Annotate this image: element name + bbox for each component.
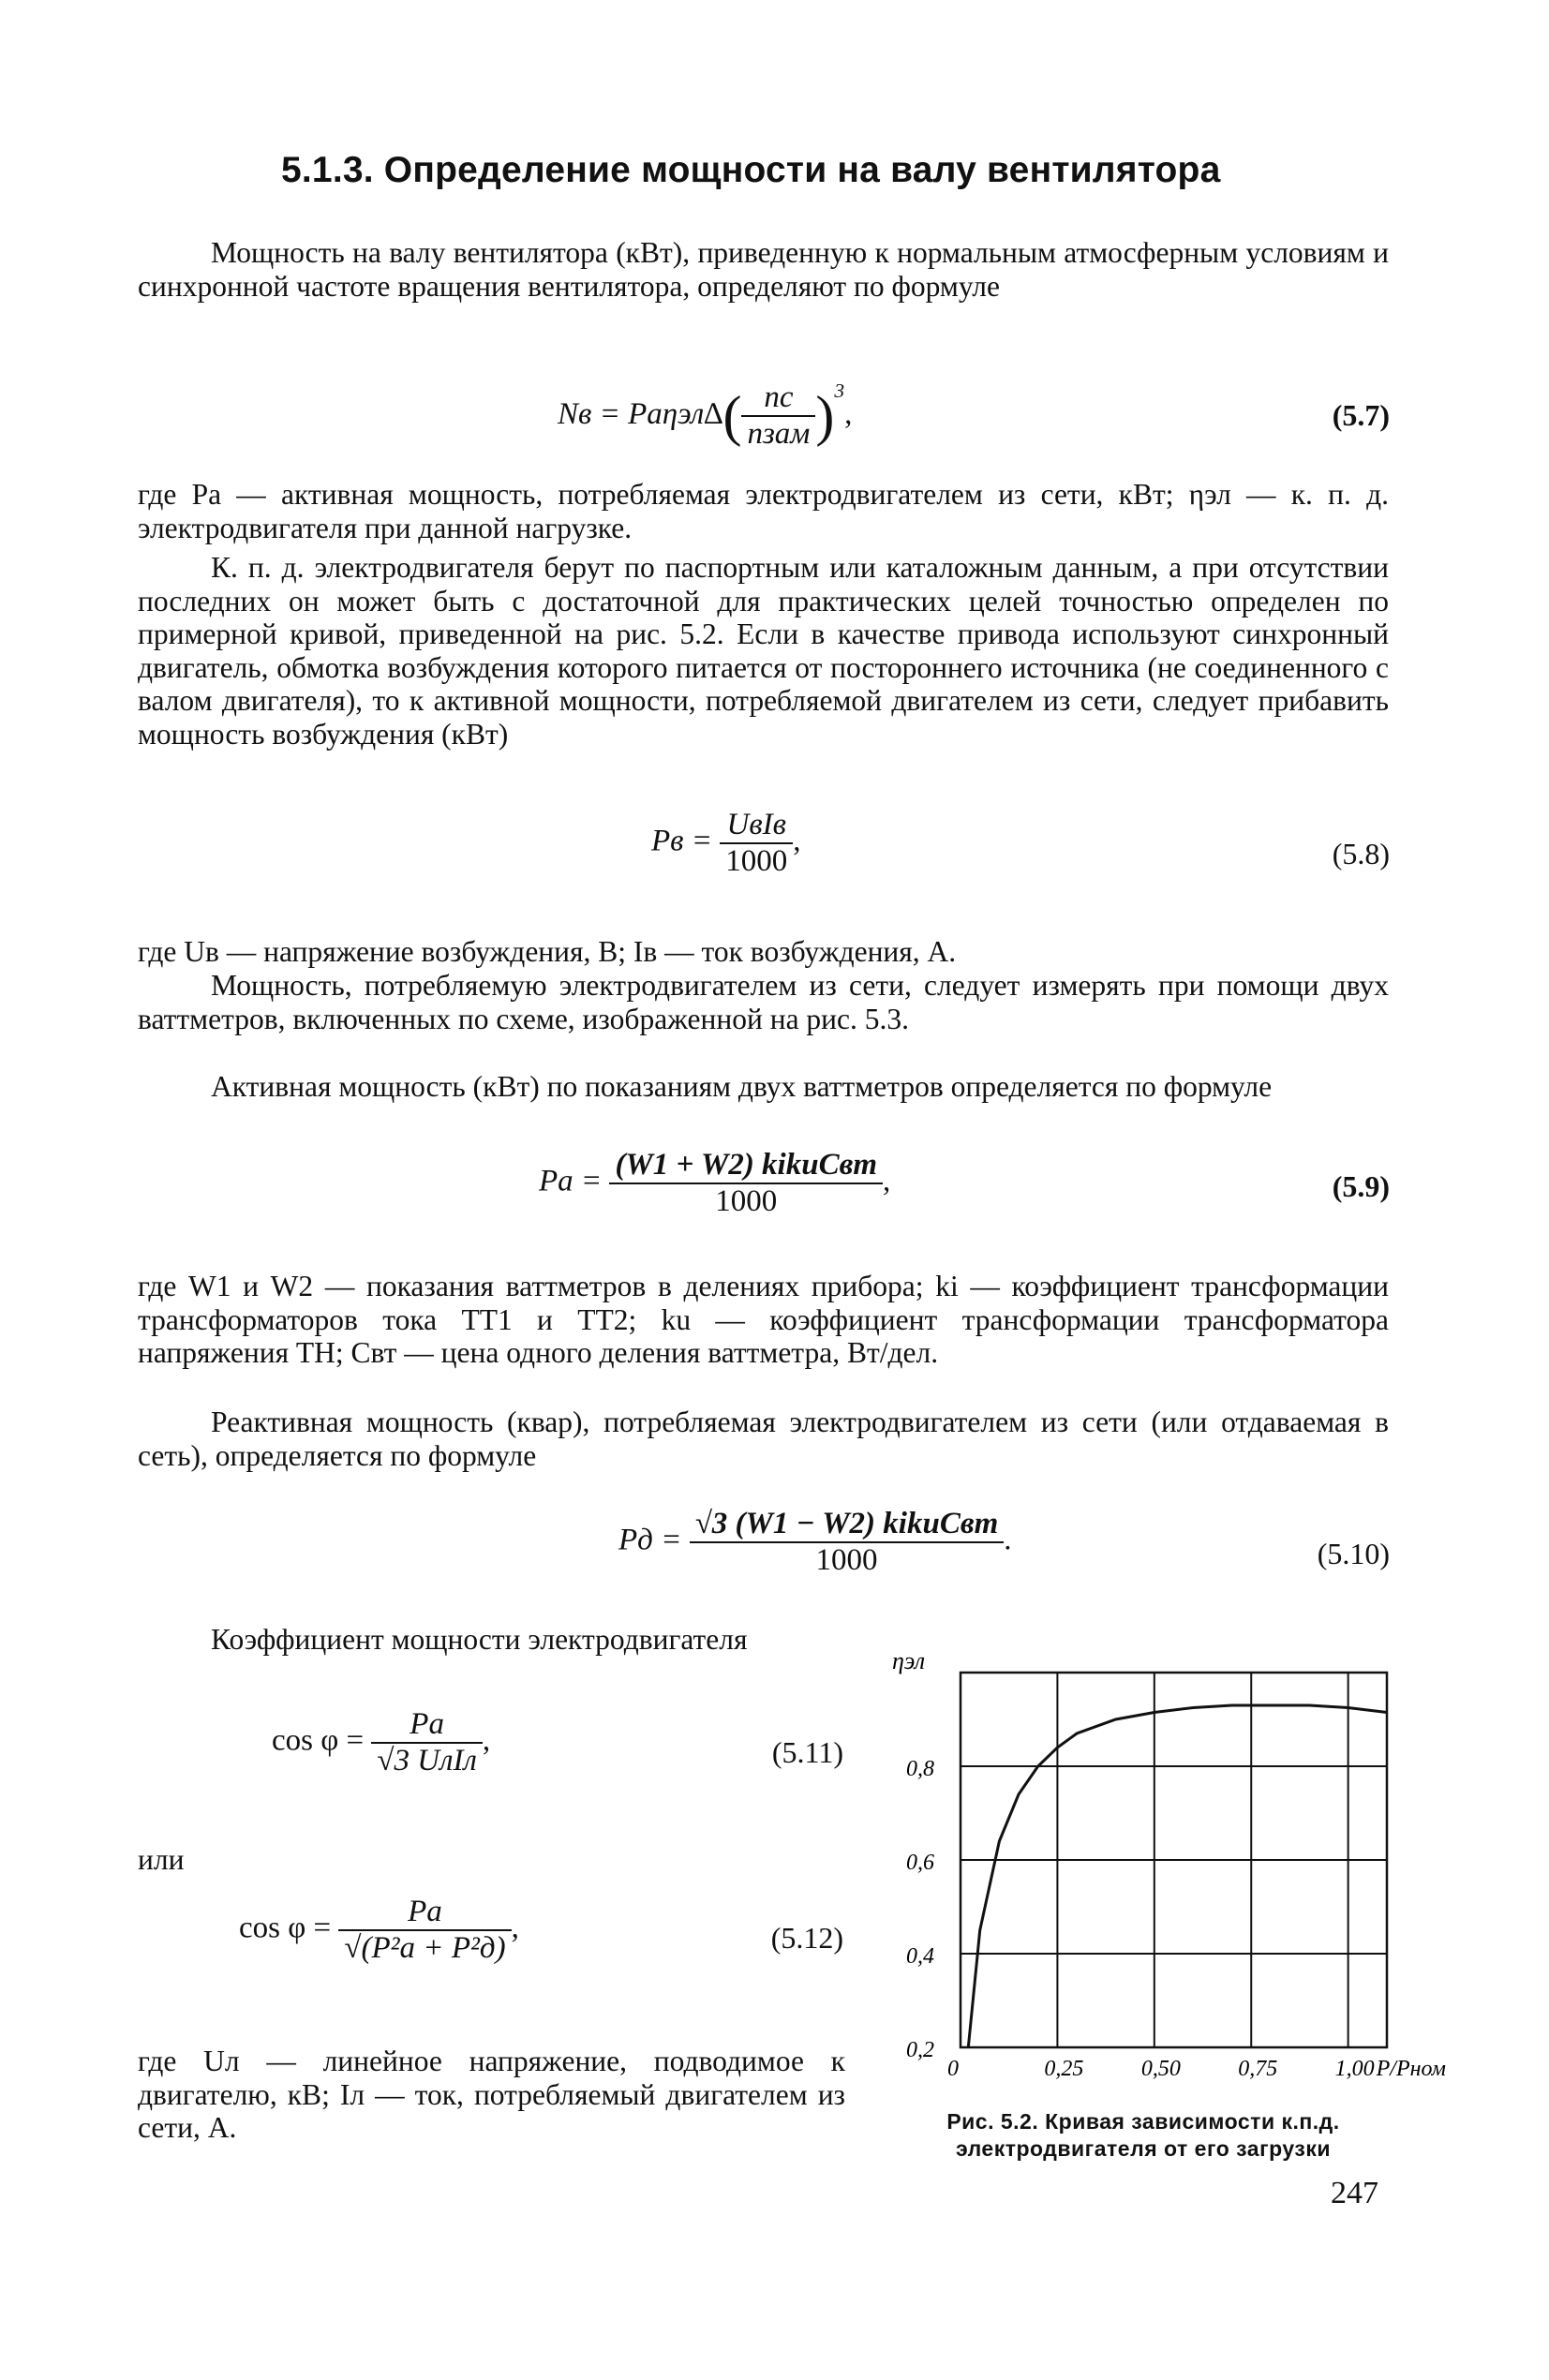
eq512-number: (5.12) bbox=[770, 1921, 843, 1955]
x-tick-label-0: 0 bbox=[947, 2057, 959, 2081]
eq511-number: (5.11) bbox=[771, 1735, 843, 1769]
paragraph-1: Мощность на валу вентилятора (кВт), приведенную к нормальным атмосферным условиям и синхронной частоте вращения вентилятора, определяют по формуле bbox=[138, 236, 1389, 303]
series-line-eta bbox=[968, 1705, 1387, 2047]
eq57-numerator: nс bbox=[764, 380, 794, 415]
paragraph-7: где W1 и W2 — показания ваттметров в делениях прибора; ki — коэффициент трансформации трансформаторов тока ТТ1 и ТТ2; ku — коэффициент трансформации трансформатора напряжения ТН; Cвт — цена одного деления ваттметра, Вт/дел. bbox=[138, 1270, 1389, 1369]
eq57-denominator: nзам bbox=[747, 417, 811, 452]
x-tick-label-2: 0,50 bbox=[1140, 2057, 1181, 2081]
section-heading: 5.1.3. Определение мощности на валу вентилятора bbox=[281, 150, 1221, 190]
eq57-number: (5.7) bbox=[1332, 398, 1390, 432]
equation-5-7: Nв = Pаηэл∆( $\frac{nс}{\text{nзам}}$ )$^3$, bbox=[558, 379, 853, 452]
paragraph-11: где Uл — линейное напряжение, подводимое к двигателю, кВ; Iл — ток, потребляемый двигателем из сети, А. bbox=[138, 2045, 845, 2144]
eq512-denominator: √(P²а + P²д) bbox=[344, 1931, 506, 1965]
eq57-lhs: Nв = Pаηэл∆ bbox=[558, 397, 723, 431]
x-axis-label: P/Pном bbox=[1376, 2057, 1446, 2081]
x-tick-label-4: 1,00 bbox=[1334, 2057, 1375, 2081]
x-tick-label-1: 0,25 bbox=[1044, 2057, 1084, 2081]
equation-5-11: cos φ = $\frac{Pа}{\text{√3 UлIл}}$ , bbox=[272, 1707, 491, 1778]
eq510-number: (5.10) bbox=[1317, 1537, 1390, 1570]
paragraph-4: где Uв — напряжение возбуждения, В; Iв — ток возбуждения, А. bbox=[138, 935, 957, 968]
eq59-numerator: (W1 + W2) kikuCвт bbox=[609, 1148, 883, 1184]
paragraph-6: Активная мощность (кВт) по показаниям двух ваттметров определяется по формуле bbox=[211, 1070, 1273, 1103]
equation-5-8: Pв = $\frac{\text{UвIв}}{1000}$ , bbox=[651, 808, 801, 878]
equation-5-10: Pд = $\frac{\text{√3 (W1 − W2) kikuCвт}}{1000}$ . bbox=[618, 1507, 1012, 1577]
paragraph-8: Реактивная мощность (квар), потребляемая электродвигателем из сети (или отдаваемая в сеть), определяется по формуле bbox=[138, 1406, 1389, 1472]
eq510-lhs: Pд = bbox=[618, 1523, 682, 1557]
equation-5-12: cos φ = $\frac{Pа}{\text{√(P²а + P²д)}}$ , bbox=[239, 1895, 519, 1965]
page-number: 247 bbox=[1331, 2176, 1378, 2210]
eq59-lhs: Pа = bbox=[539, 1164, 603, 1198]
paragraph-9: Коэффициент мощности электродвигателя bbox=[211, 1623, 748, 1656]
y-tick-label-2: 0,6 bbox=[906, 1851, 934, 1875]
chart-grid bbox=[961, 1673, 1387, 2047]
y-axis-label: ηэл bbox=[892, 1647, 926, 1674]
paragraph-10: или bbox=[138, 1843, 185, 1876]
y-tick-label-1: 0,4 bbox=[906, 1944, 934, 1969]
paragraph-2: где Pа — активная мощность, потребляемая электродвигателем из сети, кВт; ηэл — к. п. д. электродвигателя при данной нагрузке. bbox=[138, 478, 1389, 544]
eq59-denominator: 1000 bbox=[715, 1184, 778, 1218]
eq58-number: (5.8) bbox=[1332, 837, 1390, 870]
paragraph-5: Мощность, потребляемую электродвигателем из сети, следует измерять при помощи двух ваттметров, включенных по схеме, изображенной на рис. 5.3. bbox=[138, 969, 1389, 1035]
eq510-numerator: √3 (W1 − W2) kikuCвт bbox=[690, 1507, 1005, 1543]
efficiency-chart bbox=[881, 1635, 1446, 2099]
equation-5-9: Pа = $\frac{\text{(W1 + W2) kikuCвт}}{1000}$ , bbox=[539, 1148, 891, 1218]
figure-caption: Рис. 5.2. Кривая зависимости к.п.д. электродвигателя от его загрузки bbox=[946, 2109, 1340, 2161]
eq511-denominator: √3 UлIл bbox=[377, 1744, 477, 1778]
eq511-numerator: Pа bbox=[371, 1707, 482, 1744]
x-tick-label-3: 0,75 bbox=[1238, 2057, 1278, 2081]
eq58-numerator: UвIв bbox=[720, 808, 793, 844]
eq57-exponent: 3 bbox=[834, 379, 845, 402]
eq511-lhs: cos φ = bbox=[272, 1723, 365, 1758]
eq59-number: (5.9) bbox=[1332, 1169, 1390, 1203]
y-tick-label-0: 0,2 bbox=[906, 2038, 934, 2062]
eq512-numerator: Pа bbox=[338, 1895, 511, 1931]
eq512-lhs: cos φ = bbox=[239, 1911, 332, 1945]
y-tick-label-3: 0,8 bbox=[906, 1757, 934, 1781]
eq58-lhs: Pв = bbox=[651, 824, 713, 858]
chart-ticks bbox=[906, 1757, 1375, 2081]
eq58-denominator: 1000 bbox=[725, 844, 788, 878]
eq510-denominator: 1000 bbox=[815, 1543, 878, 1577]
paragraph-3: К. п. д. электродвигателя берут по паспортным или каталожным данным, а при отсутствии последних он может быть с достаточной для практических целей точностью определен по примерной кривой, приведенной на рис. 5.2. Если в качестве привода используют синхронный двигатель, обмотка возбуждения которого питается от постороннего источника (не соединенного с валом двигателя), то к активной мощности, потребляемой двигателем из сети, следует прибавить мощность возбуждения (кВт) bbox=[138, 551, 1389, 751]
